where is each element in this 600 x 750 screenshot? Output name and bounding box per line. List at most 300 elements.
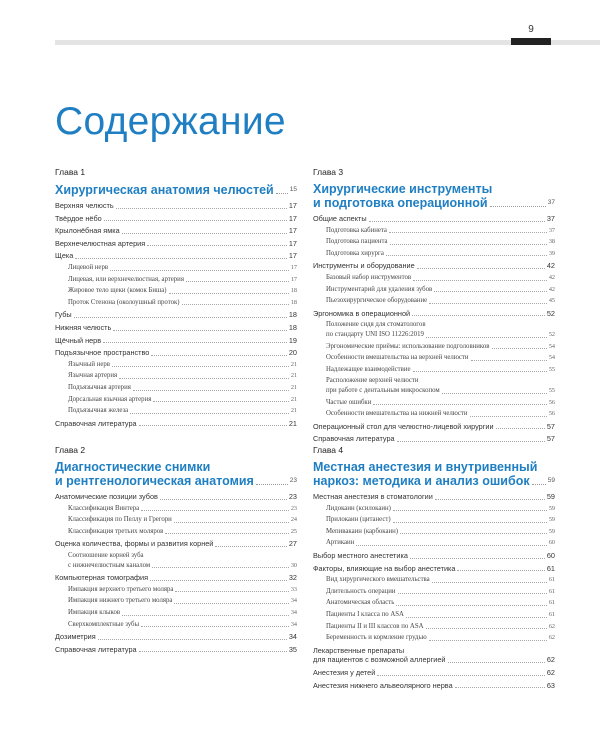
toc-entry-text: Вид хирургического вмешательства bbox=[326, 576, 430, 584]
toc-entry-text: Надлежащее взаимодействие bbox=[326, 365, 411, 373]
toc-subentry[interactable] bbox=[55, 372, 297, 381]
toc-entry-text: Лекарственные препараты bbox=[313, 645, 405, 655]
toc-entry-text: Анатомическая область bbox=[326, 599, 395, 607]
chapter-title-text: Хирургические инструменты bbox=[313, 182, 493, 196]
chapter-title[interactable] bbox=[55, 183, 297, 197]
dot-leader bbox=[413, 280, 547, 281]
toc-entry-text: Факторы, влияющие на выбор анестетика bbox=[313, 563, 456, 573]
toc-page-number: 17 bbox=[290, 263, 297, 271]
dot-leader bbox=[141, 626, 289, 627]
dot-leader bbox=[215, 546, 287, 547]
toc-subentry[interactable] bbox=[313, 634, 555, 643]
toc-entry-text: Твёрдое нёбо bbox=[55, 213, 102, 223]
dot-leader bbox=[393, 522, 547, 523]
toc-entry-text: Щёчный нерв bbox=[55, 335, 102, 345]
toc-subentry[interactable] bbox=[313, 227, 555, 236]
toc-page-number: 21 bbox=[290, 383, 297, 391]
toc-page-number: 17 bbox=[288, 201, 297, 210]
toc-subentry[interactable] bbox=[313, 297, 555, 306]
toc-subentry[interactable] bbox=[313, 238, 555, 247]
toc-entry-text: Пациенты I класса по ASA bbox=[326, 610, 404, 618]
toc-entry[interactable] bbox=[313, 423, 555, 432]
toc-subentry[interactable] bbox=[55, 407, 297, 416]
toc-page-number: 34 bbox=[288, 632, 297, 642]
toc-subentry[interactable] bbox=[313, 528, 555, 537]
toc-entry-text: Жировое тело щеки (комок Биша) bbox=[68, 287, 167, 295]
dot-leader bbox=[457, 570, 544, 571]
toc-page-number: 17 bbox=[288, 238, 297, 248]
toc-entry[interactable] bbox=[313, 552, 555, 561]
toc-page-number: 25 bbox=[290, 527, 297, 535]
toc-page-number: 23 bbox=[288, 492, 297, 501]
toc-page-number: 17 bbox=[288, 226, 297, 236]
toc-entry-text: Подготовка пациента bbox=[326, 238, 388, 246]
dot-leader bbox=[151, 355, 287, 356]
toc-subentry[interactable] bbox=[313, 611, 555, 620]
chapter-page-number: 15 bbox=[289, 186, 297, 193]
toc-subentry[interactable] bbox=[55, 505, 297, 514]
toc-page-number: 42 bbox=[546, 261, 555, 271]
toc-page-number: 35 bbox=[288, 644, 297, 654]
chapter-label: Глава 3 bbox=[313, 167, 344, 177]
dot-leader bbox=[153, 401, 288, 402]
toc-entry[interactable] bbox=[55, 633, 297, 642]
toc-entry[interactable] bbox=[313, 215, 555, 224]
toc-subentry[interactable] bbox=[313, 274, 555, 283]
toc-entry-text: с нижнечелюстным каналом bbox=[68, 561, 151, 569]
toc-entry-text: Проток Стенона (околоушный проток) bbox=[68, 298, 180, 306]
chapter-3 bbox=[313, 167, 555, 444]
dot-leader bbox=[174, 603, 288, 604]
dot-leader bbox=[110, 270, 289, 271]
dot-leader bbox=[160, 499, 287, 500]
toc-page-number: 52 bbox=[548, 330, 555, 338]
toc-entry-text: Пациенты II и III классов по ASA bbox=[326, 622, 424, 630]
toc-page-number: 37 bbox=[548, 226, 555, 234]
toc-entry-text: Дозиметрия bbox=[55, 632, 96, 642]
dot-leader bbox=[426, 337, 547, 338]
dot-leader bbox=[398, 593, 547, 594]
toc-entry[interactable] bbox=[313, 682, 555, 691]
dot-leader bbox=[373, 404, 546, 405]
toc-page-number: 21 bbox=[290, 372, 297, 380]
toc-entry-text: Губы bbox=[55, 310, 72, 320]
page-number: 9 bbox=[528, 24, 534, 35]
dot-leader bbox=[147, 245, 287, 246]
toc-entry[interactable] bbox=[55, 240, 297, 249]
toc-entry-text: Справочная литература bbox=[55, 418, 137, 428]
toc-subentry[interactable] bbox=[313, 354, 555, 363]
toc-page-number: 62 bbox=[546, 655, 555, 665]
toc-page-number: 61 bbox=[548, 610, 555, 618]
toc-page-number: 34 bbox=[290, 620, 297, 628]
dot-leader bbox=[412, 315, 545, 316]
toc-entry-text: Дорсальная язычная артерия bbox=[68, 395, 152, 403]
chapter-page-number: 37 bbox=[547, 199, 555, 206]
toc-entry-text: Нижняя челюсть bbox=[55, 322, 112, 332]
chapter-label: Глава 4 bbox=[313, 445, 344, 455]
toc-page-number: 17 bbox=[290, 275, 297, 283]
chapter-title-text: Диагностические снимки bbox=[55, 460, 211, 474]
dot-leader bbox=[256, 484, 288, 485]
toc-subentry[interactable] bbox=[55, 516, 297, 525]
toc-entry[interactable] bbox=[55, 227, 297, 236]
dot-leader bbox=[122, 233, 287, 234]
toc-page-number: 61 bbox=[546, 563, 555, 573]
dot-leader bbox=[434, 291, 547, 292]
toc-subentry[interactable] bbox=[313, 250, 555, 259]
toc-page-number: 61 bbox=[548, 587, 555, 595]
dot-leader bbox=[396, 605, 546, 606]
dot-leader bbox=[186, 281, 289, 282]
toc-entry-text: Щека bbox=[55, 251, 74, 261]
toc-page-number: 59 bbox=[548, 516, 555, 524]
toc-entry-text: Беременность и кормление грудью bbox=[326, 634, 427, 642]
toc-page-number: 45 bbox=[548, 297, 555, 305]
dot-leader bbox=[169, 293, 289, 294]
toc-entry-text: Общие аспекты bbox=[313, 214, 367, 223]
toc-entry[interactable] bbox=[55, 540, 297, 549]
dot-leader bbox=[98, 639, 287, 640]
toc-subentry[interactable] bbox=[55, 597, 297, 606]
toc-page-number: 61 bbox=[548, 576, 555, 584]
dot-leader bbox=[75, 258, 287, 259]
toc-page-number: 56 bbox=[548, 398, 555, 406]
toc-entry-text: Подготовка хирурга bbox=[326, 249, 384, 257]
toc-page-number: 23 bbox=[290, 504, 297, 512]
toc-entry-text: Подъязычная артерия bbox=[68, 383, 131, 391]
dot-leader bbox=[410, 558, 545, 559]
toc-entry-text: Классификация третьих моляров bbox=[68, 527, 164, 535]
toc-entry[interactable] bbox=[313, 669, 555, 678]
toc-page-number: 60 bbox=[546, 550, 555, 560]
chapter-2 bbox=[55, 445, 297, 654]
toc-subentry[interactable] bbox=[313, 387, 555, 396]
toc-subentry[interactable] bbox=[55, 276, 297, 285]
toc-page-number: 63 bbox=[546, 680, 555, 690]
toc-entry[interactable] bbox=[55, 324, 297, 333]
dot-leader bbox=[390, 244, 547, 245]
toc-subentry[interactable] bbox=[313, 286, 555, 295]
toc-page-number: 55 bbox=[548, 365, 555, 373]
toc-entry-text: Справочная литература bbox=[55, 644, 137, 654]
toc-entry[interactable] bbox=[55, 420, 297, 429]
toc-subentry[interactable] bbox=[55, 299, 297, 308]
toc-subentry[interactable] bbox=[313, 366, 555, 375]
dot-leader bbox=[175, 591, 288, 592]
toc-subentry[interactable] bbox=[55, 528, 297, 537]
toc-entry-text: Мепивакаин (карбокаин) bbox=[326, 527, 399, 535]
page-title: Содержание bbox=[55, 100, 286, 143]
toc-page-number: 20 bbox=[288, 348, 297, 358]
toc-page-number: 34 bbox=[290, 597, 297, 605]
toc-entry-text: Подъязычное пространство bbox=[55, 348, 150, 358]
toc-page-number: 32 bbox=[288, 573, 297, 583]
chapter-title-text: и рентгенологическая анатомия bbox=[55, 474, 254, 488]
chapter-label: Глава 1 bbox=[55, 167, 86, 177]
toc-subentry[interactable] bbox=[313, 539, 555, 548]
chapter-title[interactable] bbox=[55, 461, 297, 474]
toc-entry[interactable] bbox=[55, 337, 297, 346]
dot-leader bbox=[492, 348, 547, 349]
header-rule-accent bbox=[511, 38, 551, 45]
dot-leader bbox=[397, 441, 545, 442]
toc-subentry[interactable] bbox=[313, 321, 555, 330]
toc-entry-text: Прилокаин (цитанест) bbox=[326, 516, 391, 524]
toc-entry[interactable] bbox=[313, 565, 555, 574]
toc-page-number: 54 bbox=[548, 354, 555, 362]
toc-page-number: 21 bbox=[290, 395, 297, 403]
chapter-page-number: 59 bbox=[547, 477, 555, 484]
toc-page-number: 37 bbox=[546, 214, 555, 223]
toc-entry[interactable] bbox=[55, 215, 297, 224]
toc-entry-text: для пациентов с возможной аллергией bbox=[313, 655, 446, 665]
toc-page-number: 21 bbox=[290, 360, 297, 368]
dot-leader bbox=[141, 510, 289, 511]
toc-page-number: 60 bbox=[548, 539, 555, 547]
dot-leader bbox=[435, 499, 545, 500]
toc-entry-text: Местная анестезия в стоматологии bbox=[313, 492, 433, 501]
dot-leader bbox=[455, 687, 545, 688]
toc-entry-text: Компьютерная томография bbox=[55, 573, 149, 583]
toc-page-number: 21 bbox=[290, 407, 297, 415]
toc-entry[interactable] bbox=[313, 310, 555, 319]
toc-page-number: 30 bbox=[290, 561, 297, 569]
chapter-label: Глава 2 bbox=[55, 445, 86, 455]
toc-page-number: 57 bbox=[546, 421, 555, 431]
toc-entry-text: Крылонёбная ямка bbox=[55, 226, 120, 236]
toc-entry-text: Лицевая, или верхнечелюстная, артерия bbox=[68, 275, 184, 283]
toc-page-number: 57 bbox=[546, 434, 555, 444]
dot-leader bbox=[133, 390, 289, 391]
toc-entry-text: Подъязычная железа bbox=[68, 407, 129, 415]
chapter-title[interactable] bbox=[313, 461, 555, 474]
toc-entry[interactable] bbox=[313, 262, 555, 271]
chapter-title-text: Хирургическая анатомия челюстей bbox=[55, 183, 274, 197]
toc-subentry[interactable] bbox=[55, 361, 297, 370]
dot-leader bbox=[113, 330, 287, 331]
chapter-page-number: 23 bbox=[289, 477, 297, 484]
dot-leader bbox=[139, 651, 287, 652]
chapter-title[interactable] bbox=[313, 474, 555, 488]
toc-subentry[interactable] bbox=[55, 264, 297, 273]
toc-entry[interactable] bbox=[55, 646, 297, 655]
toc-page-number: 19 bbox=[288, 335, 297, 345]
toc-entry-text: Выбор местного анестетика bbox=[313, 550, 408, 560]
toc-page-number: 18 bbox=[290, 298, 297, 306]
toc-entry[interactable] bbox=[313, 656, 555, 665]
toc-subentry[interactable] bbox=[55, 287, 297, 296]
dot-leader bbox=[139, 425, 287, 426]
toc-entry[interactable] bbox=[55, 349, 297, 358]
toc-subentry[interactable] bbox=[313, 516, 555, 525]
toc-page-number: 33 bbox=[290, 585, 297, 593]
toc-entry-text: Импакция нижнего третьего моляра bbox=[68, 597, 173, 605]
dot-leader bbox=[389, 232, 547, 233]
toc-entry[interactable] bbox=[55, 493, 297, 502]
chapter-title-text: наркоз: методика и анализ ошибок bbox=[313, 474, 530, 488]
toc-entry-text: Эргономические приёмы: использование подголовников bbox=[326, 342, 490, 350]
toc-subentry[interactable] bbox=[55, 384, 297, 393]
toc-entry-text: Язычный нерв bbox=[68, 360, 111, 368]
toc-entry-text: Соотношение корней зуба bbox=[68, 551, 144, 559]
toc-page-number: 62 bbox=[546, 667, 555, 677]
toc-subentry[interactable] bbox=[55, 586, 297, 595]
toc-subentry[interactable] bbox=[313, 505, 555, 514]
dot-leader bbox=[429, 640, 547, 641]
toc-page-number: 34 bbox=[290, 608, 297, 616]
dot-leader bbox=[432, 582, 547, 583]
toc-page-number: 59 bbox=[548, 527, 555, 535]
toc-page-number: 17 bbox=[288, 251, 297, 261]
dot-leader bbox=[442, 393, 547, 394]
toc-entry-text: по стандарту UNI ISO 11226:2019 bbox=[326, 330, 424, 338]
dot-leader bbox=[104, 220, 287, 221]
toc-entry[interactable] bbox=[55, 252, 297, 261]
toc-page-number: 21 bbox=[288, 418, 297, 428]
dot-leader bbox=[417, 268, 545, 269]
dot-leader bbox=[152, 567, 289, 568]
toc-subentry[interactable] bbox=[313, 623, 555, 632]
chapter-1 bbox=[55, 167, 297, 428]
toc-entry-text: Язычная артерия bbox=[68, 372, 118, 380]
toc-entry[interactable] bbox=[55, 311, 297, 320]
toc-entry-text: Оценка количества, формы и развития корней bbox=[55, 539, 214, 549]
dot-leader bbox=[150, 580, 287, 581]
dot-leader bbox=[406, 617, 547, 618]
dot-leader bbox=[426, 628, 547, 629]
dot-leader bbox=[377, 675, 545, 676]
dot-leader bbox=[276, 193, 288, 194]
dot-leader bbox=[356, 545, 546, 546]
toc-entry-text: Пьезохирургическое оборудование bbox=[326, 297, 428, 305]
toc-entry-text: Анатомические позиции зубов bbox=[55, 492, 158, 501]
dot-leader bbox=[130, 413, 289, 414]
dot-leader bbox=[182, 304, 289, 305]
dot-leader bbox=[400, 533, 547, 534]
toc-entry-text: Классификация Винтера bbox=[68, 504, 140, 512]
dot-leader bbox=[116, 208, 287, 209]
toc-page-number: 55 bbox=[548, 386, 555, 394]
toc-page-number: 18 bbox=[288, 310, 297, 320]
toc-page-number: 59 bbox=[548, 504, 555, 512]
toc-subentry[interactable] bbox=[313, 331, 555, 340]
toc-entry-text: Операционный стол для челюстно-лицевой хирургии bbox=[313, 421, 494, 431]
toc-entry[interactable] bbox=[313, 435, 555, 444]
dot-leader bbox=[490, 206, 546, 207]
dot-leader bbox=[122, 615, 289, 616]
toc-subentry[interactable] bbox=[313, 588, 555, 597]
toc-page-number: 42 bbox=[548, 285, 555, 293]
toc-entry-text: Базовый набор инструментов bbox=[326, 273, 412, 281]
toc-subentry[interactable] bbox=[55, 396, 297, 405]
toc-subentry[interactable] bbox=[55, 609, 297, 618]
toc-page-number: 17 bbox=[288, 213, 297, 223]
toc-subentry[interactable] bbox=[55, 562, 297, 571]
toc-entry[interactable] bbox=[313, 647, 555, 656]
chapter-4 bbox=[313, 445, 555, 690]
dot-leader bbox=[393, 510, 547, 511]
toc-entry[interactable] bbox=[55, 574, 297, 583]
toc-entry-text: Лицевой нерв bbox=[68, 263, 109, 271]
toc-entry-text: Классификация по Пеллу и Грегори bbox=[68, 516, 172, 524]
toc-page-number: 59 bbox=[546, 492, 555, 501]
toc-entry-text: Верхнечелюстная артерия bbox=[55, 238, 146, 248]
toc-entry-text: Анестезия нижнего альвеолярного нерва bbox=[313, 680, 453, 690]
toc-page-number: 61 bbox=[548, 599, 555, 607]
toc-entry-text: Эргономика в операционной bbox=[313, 308, 411, 318]
toc-entry-text: Длительность операции bbox=[326, 587, 396, 595]
toc-entry-text: Артикаин bbox=[326, 539, 355, 547]
toc-entry-text: Инструменты и оборудование bbox=[313, 261, 415, 271]
toc-page-number: 38 bbox=[548, 238, 555, 246]
toc-subentry[interactable] bbox=[55, 621, 297, 630]
dot-leader bbox=[119, 378, 289, 379]
toc-page-number: 62 bbox=[548, 634, 555, 642]
toc-page-number: 18 bbox=[290, 287, 297, 295]
toc-entry-text: Лидокаин (ксилокаин) bbox=[326, 504, 391, 512]
toc-page-number: 24 bbox=[290, 516, 297, 524]
dot-leader bbox=[103, 342, 287, 343]
dot-leader bbox=[413, 371, 547, 372]
chapter-title[interactable] bbox=[55, 474, 297, 488]
toc-page-number: 42 bbox=[548, 273, 555, 281]
dot-leader bbox=[112, 366, 289, 367]
dot-leader bbox=[369, 221, 545, 222]
toc-subentry[interactable] bbox=[313, 599, 555, 608]
toc-page-number: 52 bbox=[546, 308, 555, 318]
toc-subentry[interactable] bbox=[313, 343, 555, 352]
dot-leader bbox=[448, 662, 545, 663]
toc-entry-text: Инструментарий для удаления зубов bbox=[326, 285, 433, 293]
dot-leader bbox=[74, 317, 287, 318]
chapter-title-text: и подготовка операционной bbox=[313, 196, 488, 210]
dot-leader bbox=[429, 303, 547, 304]
toc-page-number: 54 bbox=[548, 342, 555, 350]
toc-subentry[interactable] bbox=[313, 576, 555, 585]
dot-leader bbox=[471, 360, 547, 361]
toc-subentry[interactable] bbox=[313, 399, 555, 408]
dot-leader bbox=[386, 255, 547, 256]
toc-entry-text: Расположение верхней челюсти bbox=[326, 377, 419, 385]
dot-leader bbox=[174, 522, 289, 523]
toc-subentry[interactable] bbox=[313, 377, 555, 386]
toc-page-number: 39 bbox=[548, 249, 555, 257]
toc-entry-text: Импакция клыков bbox=[68, 608, 121, 616]
toc-entry-text: Импакция верхнего третьего моляра bbox=[68, 585, 174, 593]
toc-entry-text: при работе с дентальным микроскопом bbox=[326, 386, 440, 394]
dot-leader bbox=[532, 484, 546, 485]
chapter-title-text: Местная анестезия и внутривенный bbox=[313, 460, 538, 474]
toc-page-number: 18 bbox=[288, 322, 297, 332]
chapter-title[interactable] bbox=[313, 183, 555, 196]
toc-entry-text: Справочная литература bbox=[313, 434, 395, 444]
toc-entry-text: Положение сидя для стоматологов bbox=[326, 321, 426, 329]
toc-entry-text: Анестезия у детей bbox=[313, 667, 376, 677]
toc-entry-text: Частые ошибки bbox=[326, 398, 372, 406]
toc-entry-text: Особенности вмешательства на нижней челюсти bbox=[326, 410, 468, 418]
chapter-title[interactable] bbox=[313, 196, 555, 210]
toc-entry-text: Сверхкомплектные зубы bbox=[68, 620, 140, 628]
toc-entry[interactable] bbox=[313, 493, 555, 502]
toc-subentry[interactable] bbox=[55, 552, 297, 561]
toc-entry-text: Особенности вмешательства на верхней челюсти bbox=[326, 354, 469, 362]
toc-page-number: 27 bbox=[288, 539, 297, 549]
toc-entry[interactable] bbox=[55, 202, 297, 211]
toc-entry-text: Подготовка кабинета bbox=[326, 226, 387, 234]
toc-entry-text: Верхняя челюсть bbox=[55, 201, 114, 210]
toc-subentry[interactable] bbox=[313, 410, 555, 419]
